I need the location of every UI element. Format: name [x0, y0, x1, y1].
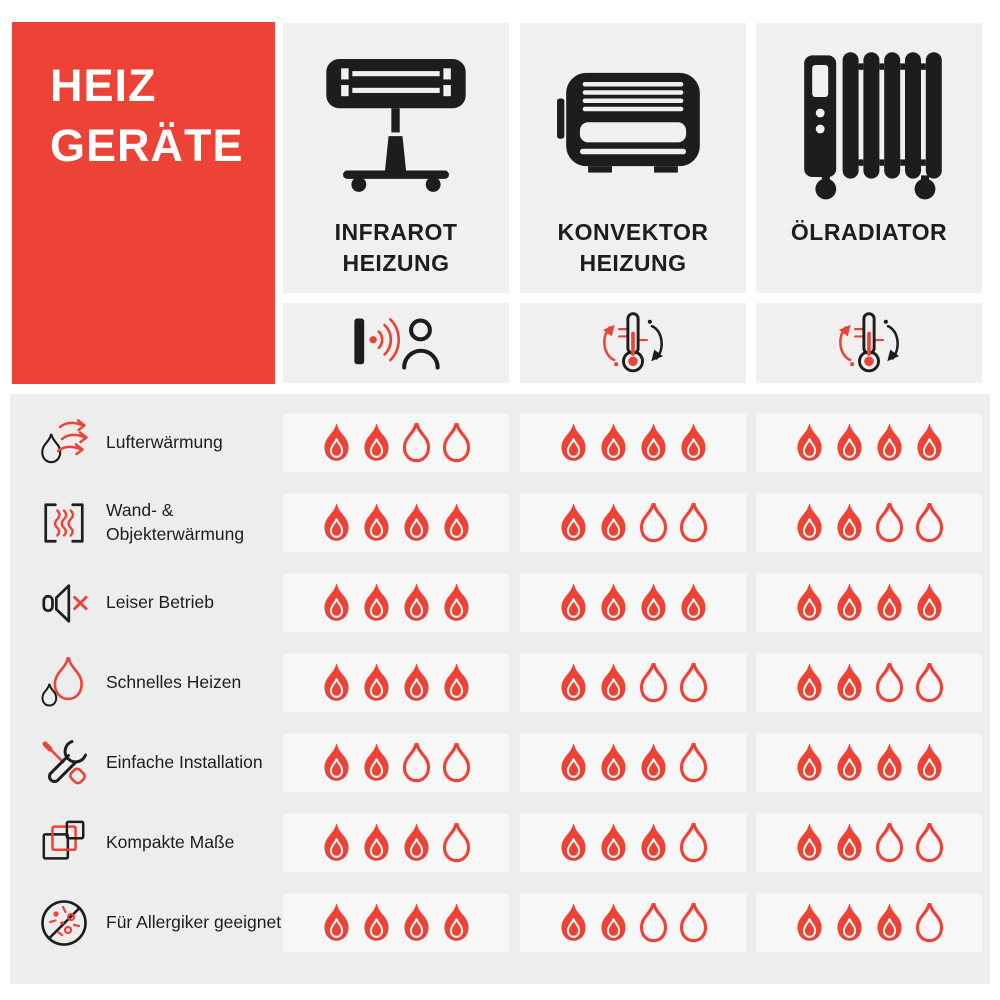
principle-card-oelradiator: [756, 303, 982, 383]
flame-filled-icon: [557, 823, 590, 864]
page-title-line2: GERÄTE: [50, 119, 244, 171]
flame-filled-icon: [793, 823, 826, 864]
flame-filled-icon: [400, 823, 433, 864]
double-flame-icon: [32, 654, 96, 712]
feature-label: Lufterwärmung: [106, 432, 223, 453]
flame-filled-icon: [913, 423, 946, 464]
column-label-line: ÖLRADIATOR: [790, 219, 948, 245]
flame-filled-icon: [597, 823, 630, 864]
flame-filled-icon: [637, 823, 670, 864]
heat-circulation-icon: [592, 310, 674, 376]
flame-filled-icon: [833, 583, 866, 624]
flame-outline-icon: [677, 823, 710, 864]
feature-label: Einfache Installation: [106, 752, 263, 773]
column-label-konvektor-heizung: [557, 217, 708, 293]
flame-filled-icon: [320, 743, 353, 784]
flame-outline-icon: [913, 823, 946, 864]
flame-filled-icon: [557, 423, 590, 464]
flame-filled-icon: [320, 423, 353, 464]
flame-outline-icon: [440, 823, 473, 864]
flame-filled-icon: [873, 903, 906, 944]
rating-cell-lufterwaermung-konvektor-heizung: [520, 414, 746, 472]
flame-filled-icon: [833, 663, 866, 704]
flame-filled-icon: [400, 503, 433, 544]
flame-filled-icon: [793, 503, 826, 544]
flame-outline-icon: [873, 663, 906, 704]
flame-filled-icon: [400, 583, 433, 624]
rating-cell-wand-objekterwaermung-konvektor-heizung: [520, 494, 746, 552]
flame-filled-icon: [597, 503, 630, 544]
feature-row-wand-objekterwaermung: [10, 494, 990, 552]
principle-card-infrarot-heizung: [283, 303, 509, 383]
flame-filled-icon: [637, 743, 670, 784]
rating-cell-fuer-allergiker-konvektor-heizung: [520, 894, 746, 952]
flame-outline-icon: [873, 503, 906, 544]
column-header-konvektor-heizung: [520, 23, 746, 293]
flame-filled-icon: [793, 743, 826, 784]
rating-cell-schnelles-heizen-konvektor-heizung: [520, 654, 746, 712]
flame-outline-icon: [440, 743, 473, 784]
flame-filled-icon: [557, 583, 590, 624]
flame-filled-icon: [597, 903, 630, 944]
flame-filled-icon: [360, 583, 393, 624]
oil-radiator-icon: [793, 23, 945, 217]
flame-filled-icon: [400, 903, 433, 944]
rating-cell-schnelles-heizen-infrarot-heizung: [283, 654, 509, 712]
flame-outline-icon: [677, 503, 710, 544]
flame-filled-icon: [597, 743, 630, 784]
flame-filled-icon: [793, 423, 826, 464]
rating-cell-lufterwaermung-infrarot-heizung: [283, 414, 509, 472]
column-label-infrarot-heizung: [335, 217, 458, 293]
flame-filled-icon: [360, 663, 393, 704]
column-label-line: HEIZUNG: [579, 250, 687, 277]
flame-filled-icon: [833, 823, 866, 864]
flame-filled-icon: [557, 663, 590, 704]
flame-filled-icon: [873, 743, 906, 784]
flame-air-icon: [32, 414, 96, 472]
column-label-line: INFRAROT: [334, 219, 458, 245]
column-label-oelradiator: [791, 217, 947, 293]
feature-label: Wand- & Objekterwärmung: [106, 500, 245, 544]
flame-filled-icon: [873, 423, 906, 464]
feature-row-kompakte-masse: [10, 814, 990, 872]
principle-card-konvektor-heizung: [520, 303, 746, 383]
flame-filled-icon: [833, 423, 866, 464]
flame-filled-icon: [557, 743, 590, 784]
flame-filled-icon: [793, 903, 826, 944]
flame-filled-icon: [637, 583, 670, 624]
flame-outline-icon: [637, 503, 670, 544]
flame-outline-icon: [677, 743, 710, 784]
feature-label: Für Allergiker geeignet: [106, 912, 282, 933]
flame-filled-icon: [440, 583, 473, 624]
flame-filled-icon: [913, 743, 946, 784]
feature-row-lufterwaermung: [10, 414, 990, 472]
flame-filled-icon: [440, 663, 473, 704]
column-label-line: KONVEKTOR: [557, 219, 709, 245]
flame-outline-icon: [637, 663, 670, 704]
page-title: [50, 56, 275, 176]
flame-outline-icon: [873, 823, 906, 864]
wall-heat-icon: [32, 494, 96, 552]
flame-outline-icon: [400, 423, 433, 464]
rating-cell-kompakte-masse-infrarot-heizung: [283, 814, 509, 872]
rating-cell-fuer-allergiker-oelradiator: [756, 894, 982, 952]
feature-label: Kompakte Maße: [106, 832, 235, 853]
allergy-icon: [32, 894, 96, 952]
flame-filled-icon: [440, 903, 473, 944]
tools-icon: [32, 734, 96, 792]
flame-outline-icon: [913, 503, 946, 544]
rating-cell-wand-objekterwaermung-infrarot-heizung: [283, 494, 509, 552]
rating-cell-kompakte-masse-konvektor-heizung: [520, 814, 746, 872]
flame-filled-icon: [557, 903, 590, 944]
radiant-heat-icon: [350, 312, 442, 374]
feature-row-fuer-allergiker: [10, 894, 990, 952]
flame-filled-icon: [320, 503, 353, 544]
flame-filled-icon: [360, 903, 393, 944]
column-header-infrarot-heizung: [283, 23, 509, 293]
flame-filled-icon: [677, 423, 710, 464]
infrared-heater-icon: [317, 23, 475, 217]
flame-filled-icon: [320, 583, 353, 624]
flame-outline-icon: [637, 903, 670, 944]
flame-filled-icon: [833, 903, 866, 944]
rating-cell-schnelles-heizen-oelradiator: [756, 654, 982, 712]
squares-icon: [32, 814, 96, 872]
flame-outline-icon: [677, 903, 710, 944]
rating-cell-wand-objekterwaermung-oelradiator: [756, 494, 982, 552]
flame-filled-icon: [360, 423, 393, 464]
convector-heater-icon: [555, 23, 711, 217]
flame-filled-icon: [360, 503, 393, 544]
flame-filled-icon: [597, 663, 630, 704]
flame-filled-icon: [597, 583, 630, 624]
rating-cell-fuer-allergiker-infrarot-heizung: [283, 894, 509, 952]
feature-row-einfache-installation: [10, 734, 990, 792]
flame-outline-icon: [440, 423, 473, 464]
rating-cell-einfache-installation-konvektor-heizung: [520, 734, 746, 792]
flame-filled-icon: [360, 743, 393, 784]
flame-filled-icon: [677, 583, 710, 624]
flame-filled-icon: [400, 663, 433, 704]
rating-cell-leiser-betrieb-oelradiator: [756, 574, 982, 632]
rating-cell-kompakte-masse-oelradiator: [756, 814, 982, 872]
flame-filled-icon: [793, 663, 826, 704]
flame-filled-icon: [360, 823, 393, 864]
flame-filled-icon: [913, 583, 946, 624]
flame-outline-icon: [913, 903, 946, 944]
flame-filled-icon: [637, 423, 670, 464]
comparison-panel: [10, 394, 990, 984]
flame-outline-icon: [913, 663, 946, 704]
column-label-line: HEIZUNG: [342, 250, 450, 277]
rating-cell-einfache-installation-infrarot-heizung: [283, 734, 509, 792]
flame-outline-icon: [400, 743, 433, 784]
feature-row-schnelles-heizen: [10, 654, 990, 712]
rating-cell-leiser-betrieb-konvektor-heizung: [520, 574, 746, 632]
feature-label: Leiser Betrieb: [106, 592, 214, 613]
flame-filled-icon: [833, 743, 866, 784]
feature-row-leiser-betrieb: [10, 574, 990, 632]
heat-circulation-icon: [828, 310, 910, 376]
flame-filled-icon: [320, 903, 353, 944]
flame-filled-icon: [320, 663, 353, 704]
title-box: [12, 22, 275, 384]
flame-filled-icon: [597, 423, 630, 464]
flame-filled-icon: [320, 823, 353, 864]
flame-filled-icon: [440, 503, 473, 544]
rating-cell-leiser-betrieb-infrarot-heizung: [283, 574, 509, 632]
flame-filled-icon: [833, 503, 866, 544]
flame-filled-icon: [557, 503, 590, 544]
flame-outline-icon: [677, 663, 710, 704]
rating-cell-lufterwaermung-oelradiator: [756, 414, 982, 472]
flame-filled-icon: [793, 583, 826, 624]
rating-cell-einfache-installation-oelradiator: [756, 734, 982, 792]
feature-label: Schnelles Heizen: [106, 672, 242, 693]
column-header-oelradiator: [756, 23, 982, 293]
page-title-line1: HEIZ: [50, 60, 157, 111]
flame-filled-icon: [873, 583, 906, 624]
muted-speaker-icon: [32, 574, 96, 632]
